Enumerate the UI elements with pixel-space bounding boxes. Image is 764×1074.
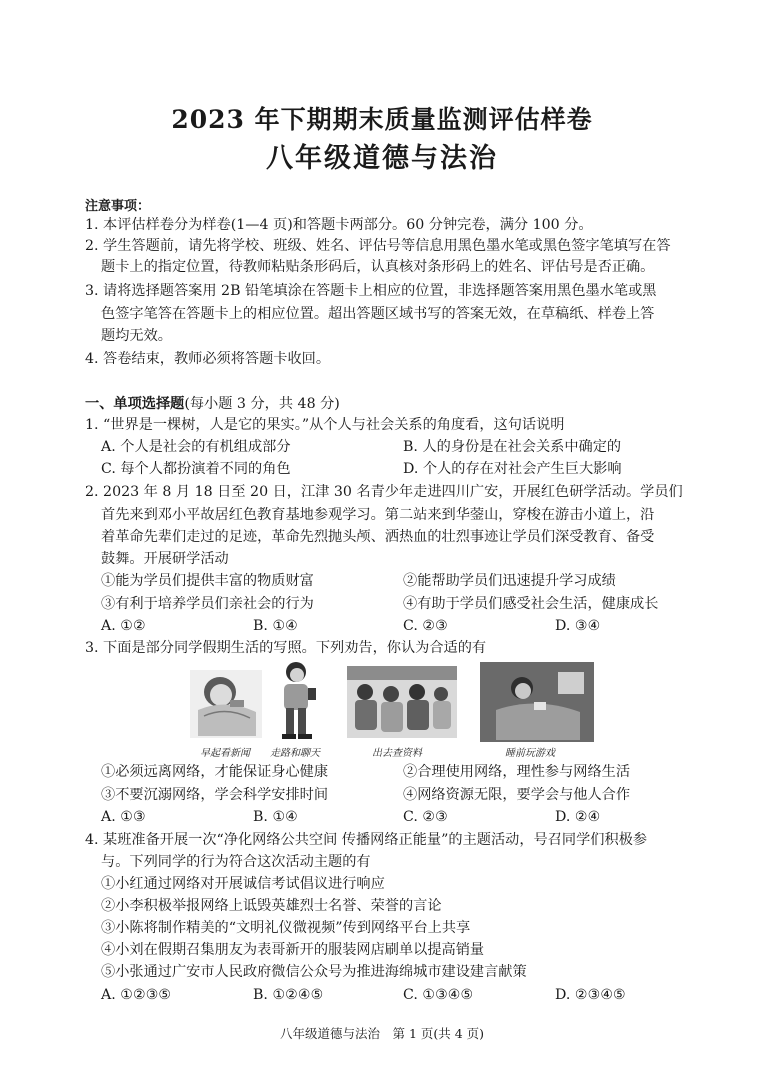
option-a: A. ①③ <box>101 809 146 825</box>
picture-caption: 早起看新闻 <box>200 748 250 759</box>
statement: ①必须远离网络，才能保证身心健康 <box>101 764 329 780</box>
option-a: A. ①② <box>101 618 146 634</box>
note-item: 3. 请将选择题答案用 2B 铅笔填涂在答题卡上相应的位置，非选择题答案用黑色墨水笔或黑 <box>85 283 657 299</box>
illustration-strip <box>0 660 764 760</box>
picture-caption: 走路和聊天 <box>270 748 320 759</box>
option-b: B. ①④ <box>253 809 298 825</box>
section-title: 一、单项选择题 <box>85 396 185 412</box>
option-c: C. ①③④⑤ <box>403 987 474 1003</box>
statement: ①小红通过网络对开展诚信考试倡议进行响应 <box>101 876 385 892</box>
note-item: 2. 学生答题前，请先将学校、班级、姓名、评估号等信息用黑色墨水笔或黑色签字笔填写在答 <box>85 238 671 254</box>
statement: ⑤小张通过广安市人民政府微信公众号为推进海绵城市建设建言献策 <box>101 964 527 980</box>
statement: ③不要沉溺网络，学会科学安排时间 <box>101 787 329 803</box>
question-stem: 3. 下面是部分同学假期生活的写照。下列劝告，你认为合适的有 <box>85 640 487 656</box>
question-stem: 4. 某班准备开展一次“净化网络公共空间 传播网络正能量”的主题活动，号召同学们积极参 <box>85 832 648 848</box>
statement: ①能为学员们提供丰富的物质财富 <box>101 573 314 589</box>
night-gaming-illustration <box>480 662 594 742</box>
section-heading <box>85 394 340 414</box>
exam-title: 2023 年下期期末质量监测评估样卷 <box>171 105 593 134</box>
note-item: 题卡上的指定位置，待教师粘贴条形码后，认真核对条形码上的姓名、评估号是否正确。 <box>101 259 655 275</box>
notes-heading: 注意事项： <box>85 199 151 214</box>
option-b: B. 人的身份是在社会关系中确定的 <box>403 439 622 455</box>
note-item: 题均无效。 <box>101 328 172 344</box>
statement: ④小刘在假期召集朋友为表哥新开的服装网店刷单以提高销量 <box>101 942 485 958</box>
question-stem: 1. “世界是一棵树，人是它的果实。”从个人与社会关系的角度看，这句话说明 <box>85 417 565 433</box>
walking-phone-illustration <box>272 660 328 742</box>
statement: ③小陈将制作精美的“文明礼仪微视频”传到网络平台上共享 <box>101 920 471 936</box>
question-stem-cont: 首先来到邓小平故居红色教育基地参观学习。第二站来到华蓥山，穿梭在游击小道上，沿 <box>101 507 655 523</box>
picture-caption: 睡前玩游戏 <box>505 748 555 759</box>
option-a: A. ①②③⑤ <box>101 987 172 1003</box>
bus-passengers-illustration <box>347 666 457 738</box>
picture-caption: 出去查资料 <box>372 748 422 759</box>
option-b: B. ①②④⑤ <box>253 987 324 1003</box>
question-stem-cont: 与。下列同学的行为符合这次活动主题的有 <box>101 854 371 870</box>
note-item: 4. 答卷结束，教师必须将答题卡收回。 <box>85 351 331 367</box>
statement: ④有助于学员们感受社会生活，健康成长 <box>403 596 659 612</box>
sleeping-girl-illustration <box>190 670 262 738</box>
option-a: A. 个人是社会的有机组成部分 <box>101 439 291 455</box>
question-stem-cont: 鼓舞。开展研学活动 <box>101 551 229 567</box>
exam-subject: 八年级道德与法治 <box>266 143 498 174</box>
question-stem: 2. 2023 年 8 月 18 日至 20 日，江津 30 名青少年走进四川广安，开展红色研学活动。学员们 <box>85 484 683 500</box>
option-c: C. 每个人都扮演着不同的角色 <box>101 461 291 477</box>
statement: ④网络资源无限，要学会与他人合作 <box>403 787 631 803</box>
statement: ②合理使用网络，理性参与网络生活 <box>403 764 631 780</box>
option-d: D. ②③④⑤ <box>555 987 626 1003</box>
option-b: B. ①④ <box>253 618 298 634</box>
page-footer: 八年级道德与法治 第 1 页(共 4 页) <box>279 1026 485 1041</box>
note-item: 1. 本评估样卷分为样卷(1—4 页)和答题卡两部分。60 分钟完卷，满分 100 分。 <box>85 217 593 233</box>
note-item: 色签字笔答在答题卡上的相应位置。超出答题区域书写的答案无效，在草稿纸、样卷上答 <box>101 306 655 322</box>
option-c: C. ②③ <box>403 809 448 825</box>
option-d: D. ③④ <box>555 618 601 634</box>
statement: ③有利于培养学员们亲社会的行为 <box>101 596 314 612</box>
question-stem-cont: 着革命先辈们走过的足迹，革命先烈抛头颅、洒热血的壮烈事迹让学员们深受教育、备受 <box>101 529 655 545</box>
option-d: D. 个人的存在对社会产生巨大影响 <box>403 461 622 477</box>
section-note: (每小题 3 分，共 48 分) <box>184 396 340 412</box>
statement: ②能帮助学员们迅速提升学习成绩 <box>403 573 616 589</box>
option-d: D. ②④ <box>555 809 601 825</box>
option-c: C. ②③ <box>403 618 448 634</box>
statement: ②小李积极举报网络上诋毁英雄烈士名誉、荣誉的言论 <box>101 898 442 914</box>
